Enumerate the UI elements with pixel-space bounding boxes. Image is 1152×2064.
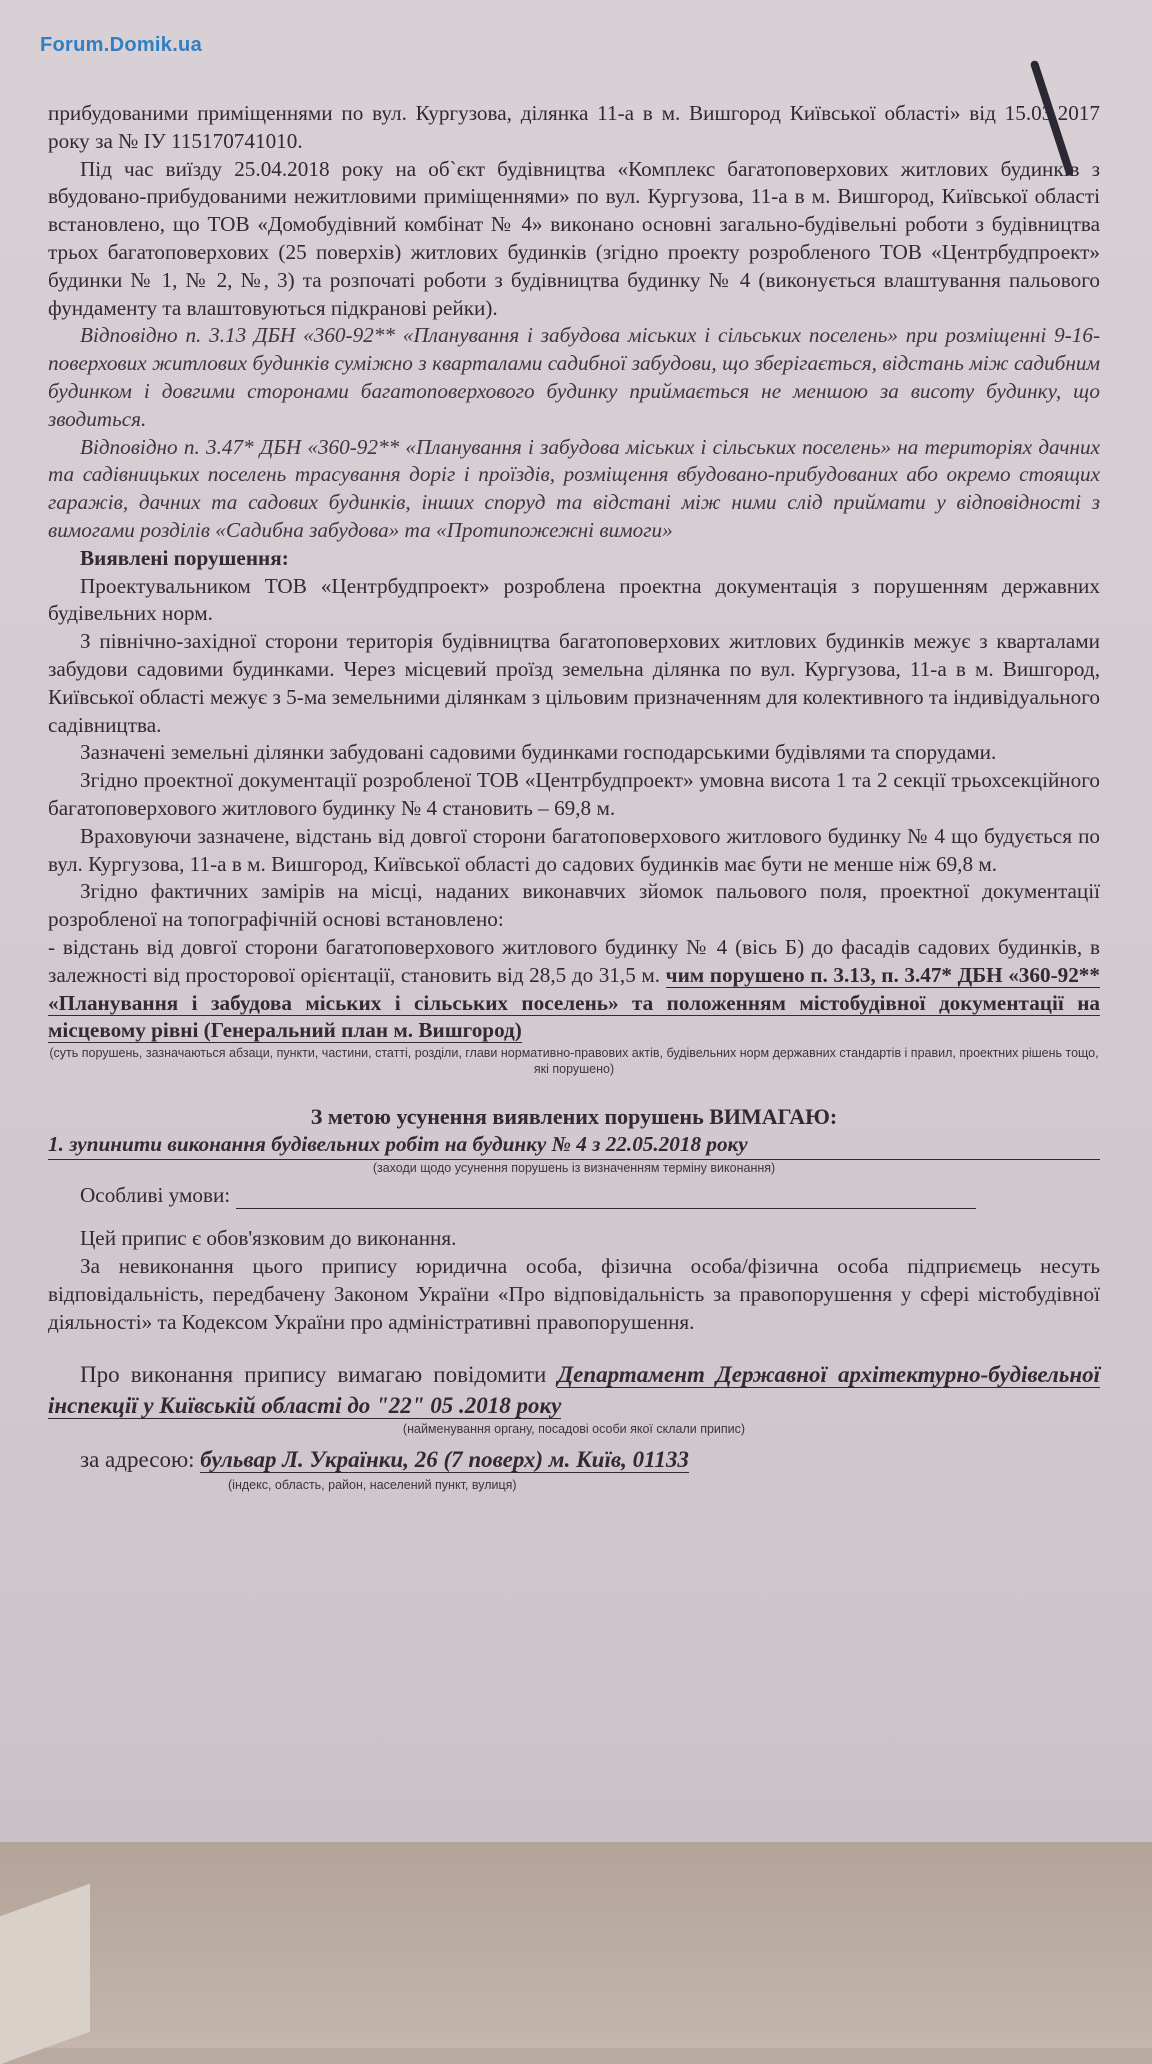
- violation-summary: чим порушено п. 3.13, п. 3.47* ДБН «360-92** «Планування і забудова міських і сільських поселень» та положенням містобудівної документації на місцевому рівні (Генеральний план м. Вишгород): [48, 962, 1100, 1043]
- demand-heading: З метою усунення виявлених порушень ВИМАГАЮ:: [310, 1104, 838, 1130]
- note-address: (індекс, область, район, населений пункт, вулиця): [228, 1477, 517, 1492]
- address-value: бульвар Л. Українки, 26 (7 поверх) м. Київ, 01133: [200, 1446, 689, 1472]
- spacer: [48, 1209, 1100, 1225]
- spacer: [48, 1337, 1100, 1359]
- note-violations: (суть порушень, зазначаються абзаци, пункти, частини, статті, розділи, глави нормативно-правових актів, будівельних норм державних стандартів і правил, проектних рішень тощо, які порушено): [49, 1046, 1099, 1077]
- address-label: за адресою:: [80, 1446, 195, 1472]
- paragraph-designer: Проектувальником ТОВ «Центрбудпроект» розроблена проектна документація з порушенням державних будівельних норм.: [48, 573, 1100, 626]
- demand-item: 1. зупинити виконання будівельних робіт на будинку № 4 з 22.05.2018 року: [48, 1131, 1100, 1160]
- paragraph-distance-required: Враховуючи зазначене, відстань від довгої сторони багатоповерхового житлового будинку № 4 що будується по вул. Кургузова, 11-а в м. Вишгород, Київської області до садових будинків має бути не менше ніж 69,8 м.: [48, 823, 1100, 876]
- special-conditions-label: Особливі умови:: [80, 1182, 231, 1207]
- special-conditions: [48, 1182, 1100, 1210]
- note-measures: (заходи щодо усунення порушень із визначенням терміну виконання): [372, 1160, 776, 1175]
- note-authority: (найменування органу, посадові особи якої склали припис): [402, 1421, 746, 1436]
- mandatory-text: Цей припис є обов'язковим до виконання.: [80, 1226, 457, 1251]
- paragraph-boundaries: З північно-західної сторони територія будівництва багатоповерхових житлових будинків межує з кварталами забудови садовими будинками. Через місцевий проїзд земельна ділянка по вул. Кургузова, 11-а в м. Вишгород, Київської області межує з 5-ма земельними ділянкам з цільовим призначенням для колективного та індивідуального садівництва.: [48, 629, 1100, 737]
- notify-label: Про виконання припису вимагаю повідомити: [80, 1361, 547, 1387]
- notify-authority: Департамент Державної архітектурно-будівельної інспекції у Київській області до "22" 05 .2018 року: [48, 1361, 1100, 1418]
- notify-paragraph: [48, 1359, 1100, 1421]
- paragraph-plots: Зазначені земельні ділянки забудовані садовими будинками господарськими будівлями та спорудами.: [80, 740, 997, 765]
- address-paragraph: [48, 1443, 1100, 1477]
- watermark: Forum.Domik.ua: [40, 34, 202, 56]
- document-body: [48, 100, 1100, 1493]
- violations-heading: Виявлені порушення:: [80, 545, 289, 570]
- paragraph-norm-3-13: Відповідно п. 3.13 ДБН «360-92** «Планування і забудова міських і сільських поселень» при розміщенні 9-16- поверхових житлових будинків суміжно з кварталами садибної забудови, що зберігається, відстань між садибним будинком і довгими сторонами багатоповерхового будинку приймається не меншою за висоту будинку, що зводиться.: [48, 323, 1100, 431]
- desk-surface: [0, 1842, 1152, 2048]
- liability-text: За невиконання цього припису юридична особа, фізична особа/фізична особа підприємець несуть відповідальність, передбачену Законом України «Про відповідальність за правопорушення у сфері містобудівної діяльності» та Кодексом України про адміністративні правопорушення.: [48, 1254, 1100, 1334]
- paragraph-norm-3-47: Відповідно п. 3.47* ДБН «360-92** «Планування і забудова міських і сільських поселень» на територіях дачних та садівницьких поселень трасування доріг і проїздів, розміщення вбудовано-прибудованих або окремо стоящих гаражів, дачних та садових будинків, інших споруд та відстані між ними слід приймати у відповідності з вимогами розділів «Садибна забудова» та «Протипожежні вимоги»: [48, 434, 1100, 542]
- spacer: [48, 1077, 1100, 1103]
- paragraph-measurements: Згідно фактичних замірів на місці, наданих виконавчих зйомок пальового поля, проектної документації розробленої на топографічній основі встановлено:: [48, 879, 1100, 932]
- paragraph-intro: прибудованими приміщеннями по вул. Кургузова, ділянка 11-а в м. Вишгород Київської області» від 15.03.2017 року за № ІУ 115170741010.: [48, 101, 1100, 153]
- actual-distance-text: - відстань від довгої сторони багатоповерхового житлового будинку № 4 (вісь Б) до фасадів садових будинків, в залежності від просторової орієнтації, становить від 28,5 до 31,5 м.: [48, 934, 1100, 987]
- paragraph-inspection: Під час виїзду 25.04.2018 року на об`єкт будівництва «Комплекс багатоповерхових житлових будинків з вбудовано-прибудованими нежитловими приміщеннями» по вул. Кургузова, 11-а в м. Вишгород, Київської області встановлено, що ТОВ «Домобудівний комбінат № 4» виконано основні загально-будівельні роботи з будівництва трьох багатоповерхових (25 поверхів) житлових будинків (згідно проекту розробленого ТОВ «Центрбудпроект» будинки № 1, № 2, №, 3) та розпочаті роботи з будівництва будинку № 4 (виконується влаштування пальового фундаменту та влаштовуються підкранові рейки).: [48, 156, 1100, 320]
- special-conditions-line: [236, 1208, 976, 1209]
- paragraph-height: Згідно проектної документації розробленої ТОВ «Центрбудпроект» умовна висота 1 та 2 секції трьохсекційного багатоповерхового житлового будинку № 4 становить – 69,8 м.: [48, 768, 1100, 820]
- paragraph-actual-distance: [48, 934, 1100, 1045]
